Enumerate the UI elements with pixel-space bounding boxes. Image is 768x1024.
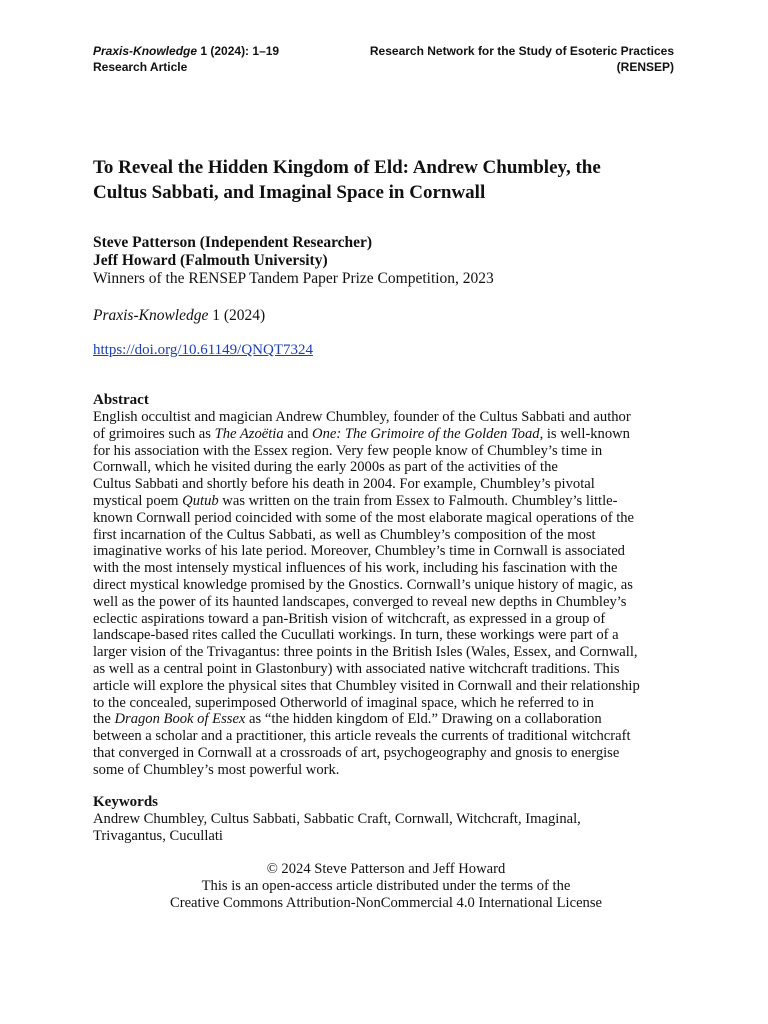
abstract-body <box>93 409 679 779</box>
abstract-text: is well-known <box>543 425 630 442</box>
abstract-line: known Cornwall period coincided with some of the most elaborate magical operations of the <box>93 509 635 526</box>
journal-name: Praxis-Knowledge <box>93 44 198 58</box>
journal-issue: 1 (2024): 1–19 <box>197 44 280 58</box>
abstract-line: as well as a central point in Glastonbury) with associated native witchcraft traditions. This <box>93 660 620 677</box>
book-title-azoetia: The Azoëtia <box>214 425 284 442</box>
network-info <box>370 43 674 75</box>
keywords-line: Trivagantus, Cucullati <box>93 827 223 844</box>
abstract-text: was written on the train from Essex to Falmouth. Chumbley’s little- <box>218 492 618 509</box>
abstract-line: that converged in Cornwall at a crossroads of art, psychogeography and gnosis to energise <box>93 744 620 761</box>
abstract-line: to the concealed, superimposed Otherworld of imaginal space, which he referred to in <box>93 694 594 711</box>
abstract-line: English occultist and magician Andrew Chumbley, founder of the Cultus Sabbati and author <box>93 409 631 425</box>
abstract-text: of grimoires such as <box>93 425 215 442</box>
doi-link[interactable]: https://doi.org/10.61149/QNQT7324 <box>93 342 314 358</box>
abstract-line <box>93 493 679 510</box>
abstract-heading: Abstract <box>93 392 149 408</box>
keywords-line: Andrew Chumbley, Cultus Sabbati, Sabbatic Craft, Cornwall, Witchcraft, Imaginal, <box>93 811 581 827</box>
keywords-heading: Keywords <box>93 794 158 810</box>
abstract-line: some of Chumbley’s most powerful work. <box>93 761 340 778</box>
abstract-line: landscape-based rites called the Cucullati workings. In turn, these workings were part of a <box>93 627 619 644</box>
title-line-2: Cultus Sabbati, and Imaginal Space in Cornwall <box>93 182 486 203</box>
journal-reference <box>93 307 265 325</box>
abstract-text: and <box>283 425 313 442</box>
abstract-line <box>93 711 679 728</box>
author-2: Jeff Howard (Falmouth University) <box>93 252 328 269</box>
journal-citation <box>93 43 279 59</box>
abstract-line <box>93 426 679 443</box>
author-1: Steve Patterson (Independent Researcher) <box>93 234 373 251</box>
abstract-line: larger vision of the Trivagantus: three points in the British Isles (Wales, Essex, and Cornwall, <box>93 644 638 661</box>
network-name: Research Network for the Study of Esoteric Practices <box>369 44 674 58</box>
article-title <box>93 155 683 205</box>
network-acronym: (RENSEP) <box>616 60 674 74</box>
author-block <box>93 234 683 288</box>
abstract-line: with the most intensely mystical influences of his work, including his fascination with the <box>93 560 618 577</box>
journal-reference-issue: 1 (2024) <box>208 307 266 324</box>
keywords-list <box>93 811 679 845</box>
license-line: This is an open-access article distributed under the terms of the <box>201 878 571 894</box>
abstract-line: eclectic aspirations toward a pan-British vision of witchcraft, as expressed in a group of <box>93 610 606 627</box>
abstract-line: article will explore the physical sites that Chumbley visited in Cornwall and their relationship <box>93 677 640 694</box>
abstract-line: Cornwall, which he visited during the early 2000s as part of the activities of the <box>93 459 558 476</box>
abstract-line: direct mystical knowledge promised by the Gnostics. Cornwall’s unique history of magic, as <box>93 576 633 593</box>
abstract-line: well as the power of its haunted landscapes, converged to reveal new depths in Chumbley’s <box>93 593 627 610</box>
abstract-text: mystical poem <box>93 492 183 509</box>
abstract-line: imaginative works of his late period. Moreover, Chumbley’s time in Cornwall is associated <box>93 543 625 560</box>
abstract-line: between a scholar and a practitioner, this article reveals the currents of traditional witchcraft <box>93 728 631 745</box>
poem-title-qutub: Qutub <box>182 492 219 509</box>
abstract-line: first incarnation of the Cultus Sabbati, as well as Chumbley’s composition of the most <box>93 526 596 543</box>
abstract-text: the <box>93 711 115 728</box>
license-name: Creative Commons Attribution-NonCommercial 4.0 International License <box>169 895 603 911</box>
award-note: Winners of the RENSEP Tandem Paper Prize Competition, 2023 <box>93 270 494 287</box>
license-block <box>93 861 679 912</box>
abstract-line: Cultus Sabbati and shortly before his death in 2004. For example, Chumbley’s pivotal <box>93 476 595 493</box>
book-title-one: One: The Grimoire of the Golden Toad, <box>312 425 544 442</box>
journal-info <box>93 43 279 75</box>
title-line-1: To Reveal the Hidden Kingdom of Eld: Andrew Chumbley, the <box>93 157 601 178</box>
article-type: Research Article <box>93 60 188 74</box>
abstract-text: as “the hidden kingdom of Eld.” Drawing on a collaboration <box>245 711 602 728</box>
copyright-line: © 2024 Steve Patterson and Jeff Howard <box>266 861 506 877</box>
book-title-dragon: Dragon Book of Essex <box>114 711 246 728</box>
abstract-line: for his association with the Essex region. Very few people know of Chumbley’s time in <box>93 442 603 459</box>
journal-reference-name: Praxis-Knowledge <box>93 307 209 324</box>
